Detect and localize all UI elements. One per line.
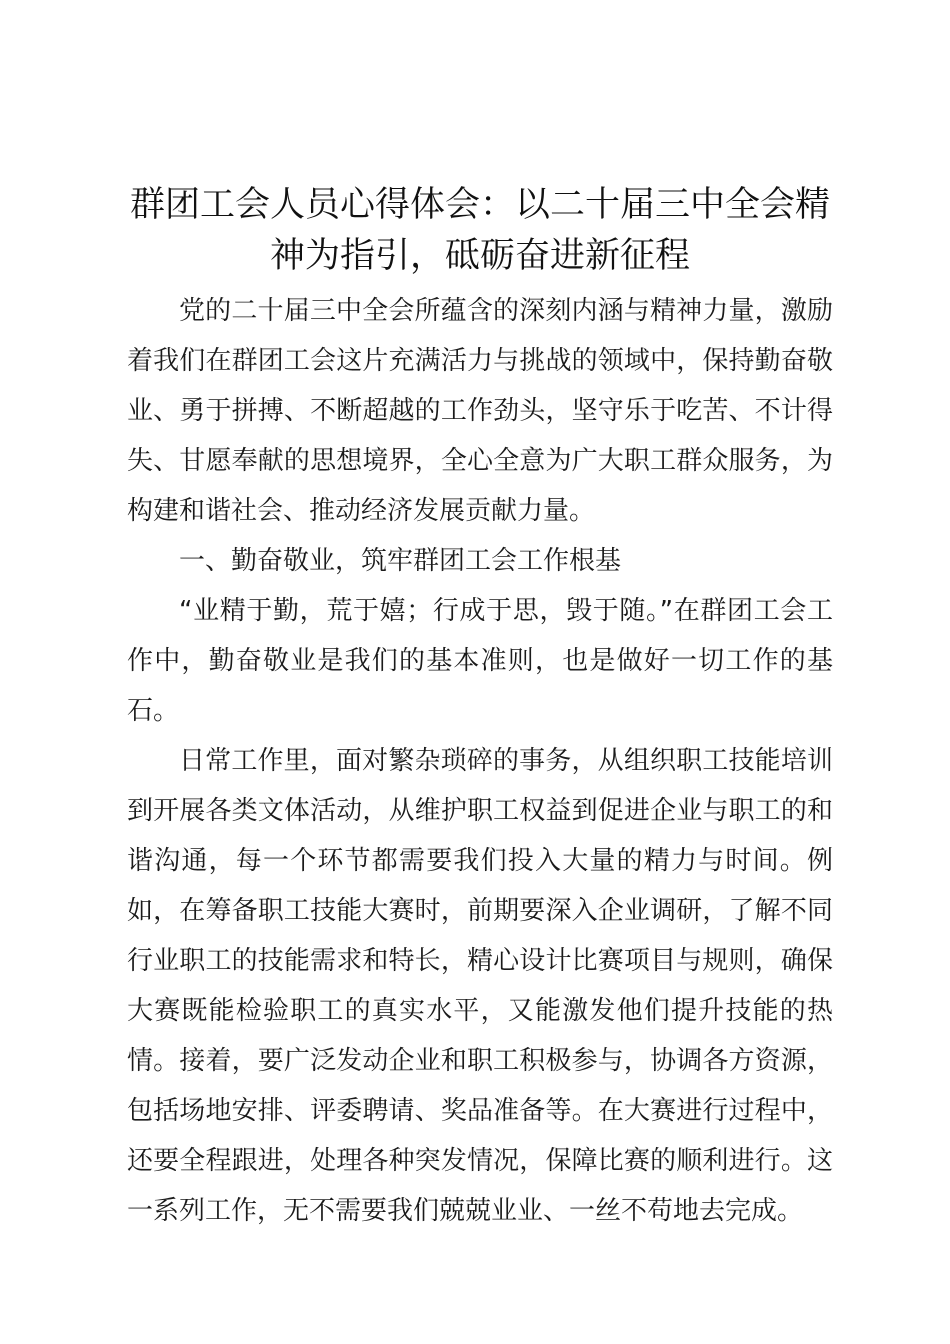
body-paragraph: 日常工作里，面对繁杂琐碎的事务，从组织职工技能培训到开展各类文体活动，从维护职工权益到促进企业与职工的和谐沟通，每一个环节都需要我们投入大量的精力与时间。例如，在筹备职工技能大赛时，前期要深入企业调研，了解不同行业职工的技能需求和特长，精心设计比赛项目与规则，确保大赛既能检验职工的真实水平，又能激发他们提升技能的热情。接着，要广泛发动企业和职工积极参与，协调各方资源，包括场地安排、评委聘请、奖品准备等。在大赛进行过程中，还要全程跟进，处理各种突发情况，保障比赛的顺利进行。这一系列工作，无不需要我们兢兢业业、一丝不苟地去完成。 bbox=[127, 746, 833, 1226]
document-body bbox=[127, 286, 833, 1236]
intro-paragraph: 党的二十届三中全会所蕴含的深刻内涵与精神力量，激励着我们在群团工会这片充满活力与挑战的领域中，保持勤奋敬业、勇于拼搏、不断超越的工作劲头，坚守乐于吃苦、不计得失、甘愿奉献的思想境界，全心全意为广大职工群众服务，为构建和谐社会、推动经济发展贡献力量。 bbox=[127, 296, 833, 526]
section-heading: 一、勤奋敬业，筑牢群团工会工作根基 bbox=[179, 546, 622, 576]
document-content bbox=[127, 180, 833, 1236]
document-title: 群团工会人员心得体会：以二十届三中全会精神为指引，砥砺奋进新征程 bbox=[129, 185, 830, 276]
quote-paragraph: “业精于勤，荒于嬉；行成于思，毁于随。”在群团工会工作中，勤奋敬业是我们的基本准则，也是做好一切工作的基石。 bbox=[127, 596, 833, 726]
